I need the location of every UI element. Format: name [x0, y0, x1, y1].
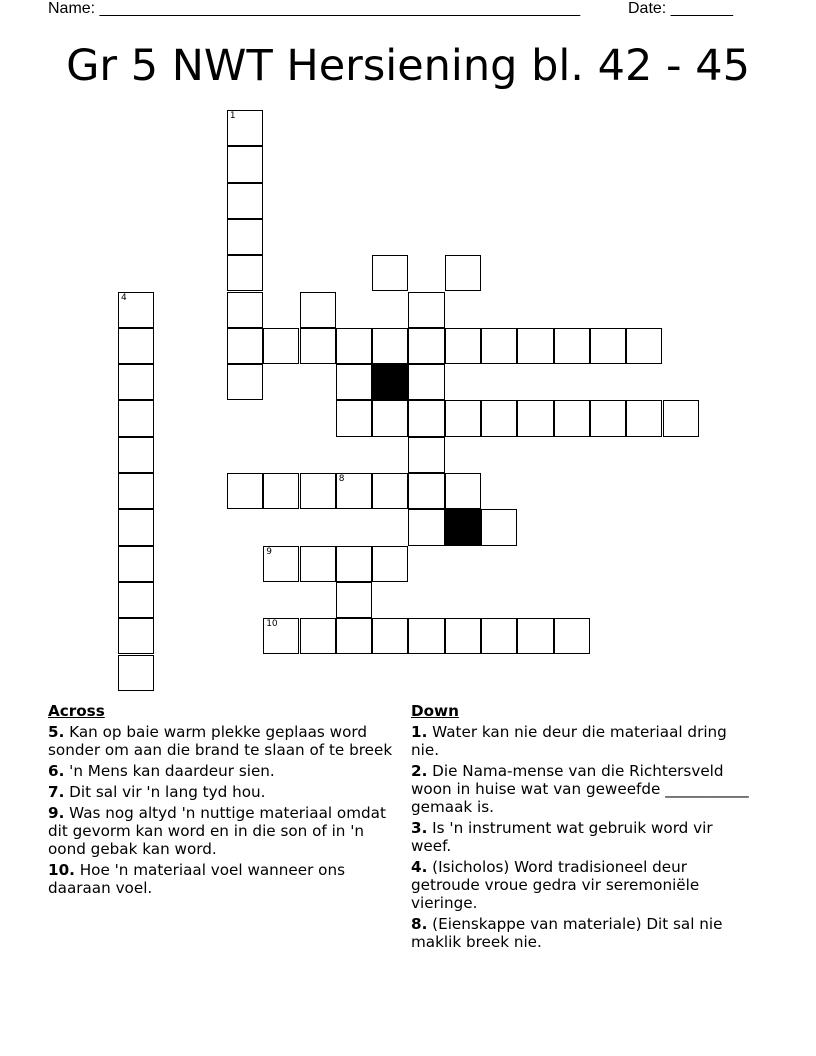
grid-cell[interactable]: [408, 328, 444, 364]
grid-cell[interactable]: [445, 618, 481, 654]
grid-cell[interactable]: [227, 219, 263, 255]
grid-cell[interactable]: [336, 618, 372, 654]
grid-cell[interactable]: [336, 473, 372, 509]
down-clues: [411, 702, 756, 954]
grid-cell[interactable]: [263, 546, 299, 582]
grid-cell[interactable]: [300, 328, 336, 364]
clue-across-10: 10. Hoe 'n materiaal voel wanneer ons daaraan voel.: [48, 861, 346, 897]
grid-cell[interactable]: [300, 473, 336, 509]
grid-cell[interactable]: [481, 509, 517, 545]
grid-cell[interactable]: [227, 255, 263, 291]
grid-cell[interactable]: [227, 146, 263, 182]
grid-cell[interactable]: [372, 400, 408, 436]
black-square: [372, 364, 408, 400]
clue-across-7: 7. Dit sal vir 'n lang tyd hou.: [48, 783, 266, 801]
grid-cell[interactable]: [118, 437, 154, 473]
grid-cell[interactable]: [227, 328, 263, 364]
clue-down-1: 1. Water kan nie deur die materiaal dring nie.: [411, 723, 727, 759]
black-square: [445, 509, 481, 545]
grid-cell[interactable]: [336, 328, 372, 364]
grid-cell[interactable]: [626, 328, 662, 364]
grid-cell[interactable]: [481, 400, 517, 436]
grid-cell[interactable]: [118, 546, 154, 582]
clue-down-8: 8. (Eienskappe van materiale) Dit sal nie maklik breek nie.: [411, 915, 723, 951]
across-heading: Across: [48, 702, 105, 720]
puzzle-title: Gr 5 NWT Hersiening bl. 42 - 45: [66, 41, 750, 91]
grid-cell[interactable]: [663, 400, 699, 436]
clue-across-9: 9. Was nog altyd 'n nuttige materiaal omdat dit gevorm kan word en in die son of in 'n oond gebak kan word.: [48, 804, 386, 858]
grid-cell[interactable]: [481, 618, 517, 654]
grid-cell[interactable]: [445, 328, 481, 364]
clue-down-2: 2. Die Nama-mense van die Richtersveld woon in huise wat van geweefde ___________ gemaak is.: [411, 762, 749, 816]
clue-down-3: 3. Is 'n instrument wat gebruik word vir weef.: [411, 819, 713, 855]
grid-cell[interactable]: [263, 473, 299, 509]
clue-number: 1: [229, 111, 236, 121]
grid-cell[interactable]: [300, 546, 336, 582]
grid-cell[interactable]: [336, 364, 372, 400]
grid-cell[interactable]: [118, 582, 154, 618]
grid-cell[interactable]: [118, 292, 154, 328]
grid-cell[interactable]: [118, 328, 154, 364]
grid-cell[interactable]: [118, 364, 154, 400]
grid-cell[interactable]: [590, 328, 626, 364]
grid-cell[interactable]: [263, 618, 299, 654]
grid-cell[interactable]: [372, 546, 408, 582]
grid-cell[interactable]: [227, 292, 263, 328]
grid-cell[interactable]: [118, 509, 154, 545]
grid-cell[interactable]: [118, 400, 154, 436]
clue-number: 4: [121, 292, 127, 303]
grid-cell[interactable]: [372, 473, 408, 509]
grid-cell[interactable]: [445, 473, 481, 509]
clue-across-5: 5. Kan op baie warm plekke geplaas word sonder om aan die brand te slaan of te breek: [48, 723, 393, 759]
grid-cell[interactable]: [408, 292, 444, 328]
grid-cell[interactable]: [227, 473, 263, 509]
grid-cell[interactable]: [408, 364, 444, 400]
grid-cell[interactable]: [408, 509, 444, 545]
grid-cell[interactable]: [372, 255, 408, 291]
grid-cell[interactable]: [445, 255, 481, 291]
grid-cell[interactable]: [554, 618, 590, 654]
clue-number: 8: [338, 474, 345, 484]
grid-cell[interactable]: [481, 328, 517, 364]
down-heading: Down: [411, 702, 459, 720]
grid-cell[interactable]: [372, 328, 408, 364]
grid-cell[interactable]: [118, 473, 154, 509]
name-field-label[interactable]: Name: ______________________________________________________: [48, 0, 581, 17]
grid-cell[interactable]: [554, 400, 590, 436]
grid-cell[interactable]: [517, 400, 553, 436]
grid-cell[interactable]: [118, 618, 154, 654]
grid-cell[interactable]: [445, 400, 481, 436]
grid-cell[interactable]: [300, 618, 336, 654]
grid-cell[interactable]: [517, 618, 553, 654]
clue-number: 9: [266, 546, 272, 557]
clue-down-4: 4. (Isicholos) Word tradisioneel deur getroude vroue gedra vir seremoniële vieringe.: [411, 858, 700, 912]
date-field-label[interactable]: Date: _______: [628, 0, 733, 17]
across-clues: [48, 702, 393, 900]
grid-cell[interactable]: [263, 328, 299, 364]
grid-cell[interactable]: [408, 400, 444, 436]
grid-cell[interactable]: [336, 546, 372, 582]
grid-cell[interactable]: [300, 292, 336, 328]
grid-cell[interactable]: [408, 473, 444, 509]
grid-cell[interactable]: [517, 328, 553, 364]
clue-across-6: 6. 'n Mens kan daardeur sien.: [48, 762, 275, 780]
grid-cell[interactable]: [227, 183, 263, 219]
grid-cell[interactable]: [336, 400, 372, 436]
grid-cell[interactable]: [227, 110, 263, 146]
grid-cell[interactable]: [227, 364, 263, 400]
grid-cell[interactable]: [408, 618, 444, 654]
grid-cell[interactable]: [336, 582, 372, 618]
grid-cell[interactable]: [554, 328, 590, 364]
grid-cell[interactable]: [372, 618, 408, 654]
grid-cell[interactable]: [626, 400, 662, 436]
grid-cell[interactable]: [590, 400, 626, 436]
grid-cell[interactable]: [118, 655, 154, 691]
grid-cell[interactable]: [408, 437, 444, 473]
clue-number: 10: [266, 619, 278, 630]
